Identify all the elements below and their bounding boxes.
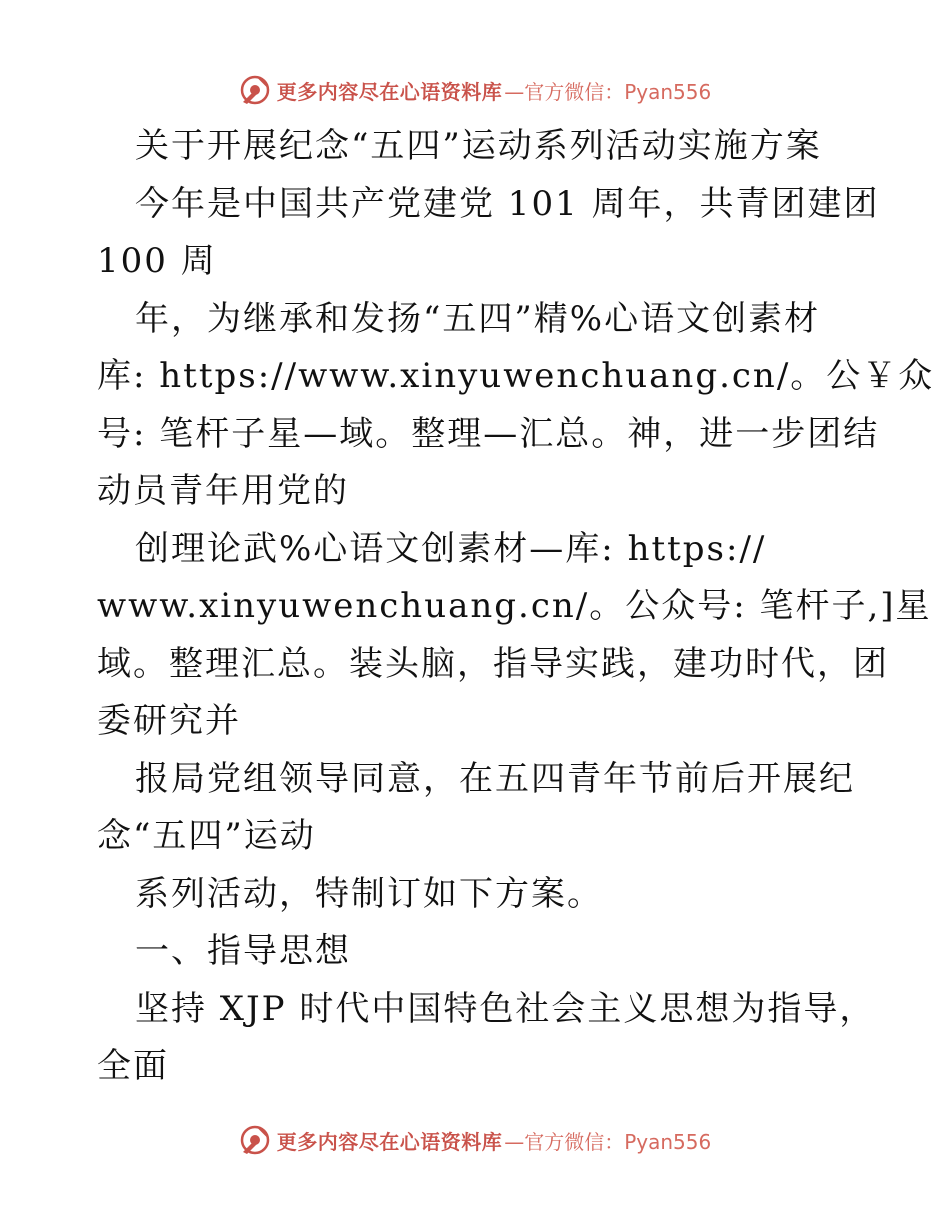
paragraph-line: 100 周: [97, 241, 217, 281]
paragraph-line: 库: https://www.xinyuwenchuang.cn/。公￥众: [97, 356, 935, 396]
paragraph-line: 创理论武%心语文创素材—库: https://: [135, 528, 767, 569]
paragraph-line: 念“五四”运动: [97, 816, 316, 856]
paragraph-line: www.xinyuwenchuang.cn/。公众号: 笔杆子,]星: [97, 586, 932, 626]
paragraph-line: 全面: [97, 1046, 169, 1086]
paragraph-line: 动员青年用党的: [97, 471, 349, 511]
paragraph-line: 号: 笔杆子星—域。整理—汇总。神，进一步团结: [97, 413, 880, 454]
paragraph-line: 委研究并: [97, 701, 241, 741]
pen-logo-icon: [239, 1124, 271, 1156]
watermark-sub-text: —官方微信：Pyan556: [504, 79, 712, 104]
watermark-sub-text: —官方微信：Pyan556: [504, 1129, 712, 1154]
section-heading: 一、指导思想: [135, 931, 351, 971]
paragraph-line: 年，为继承和发扬“五四”精%心语文创素材: [135, 298, 821, 339]
paragraph-line: 域。整理汇总。装头脑，指导实践，建功时代，团: [97, 643, 889, 684]
paragraph-line: 坚持 XJP 时代中国特色社会主义思想为指导，: [135, 988, 876, 1029]
document-body: [97, 118, 935, 1096]
watermark-main-text: 更多内容尽在心语资料库: [276, 79, 503, 104]
watermark-main-text: 更多内容尽在心语资料库: [276, 1129, 503, 1154]
paragraph-line: 报局党组领导同意，在五四青年节前后开展纪: [135, 758, 855, 799]
paragraph-line: 今年是中国共产党建党 101 周年，共青团建团: [135, 183, 880, 224]
watermark-banner-top: [0, 70, 950, 110]
paragraph-line: 系列活动，特制订如下方案。: [135, 873, 603, 914]
document-title: 关于开展纪念“五四”运动系列活动实施方案: [135, 126, 822, 166]
pen-logo-icon: [239, 74, 271, 106]
watermark-banner-bottom: [0, 1120, 950, 1160]
